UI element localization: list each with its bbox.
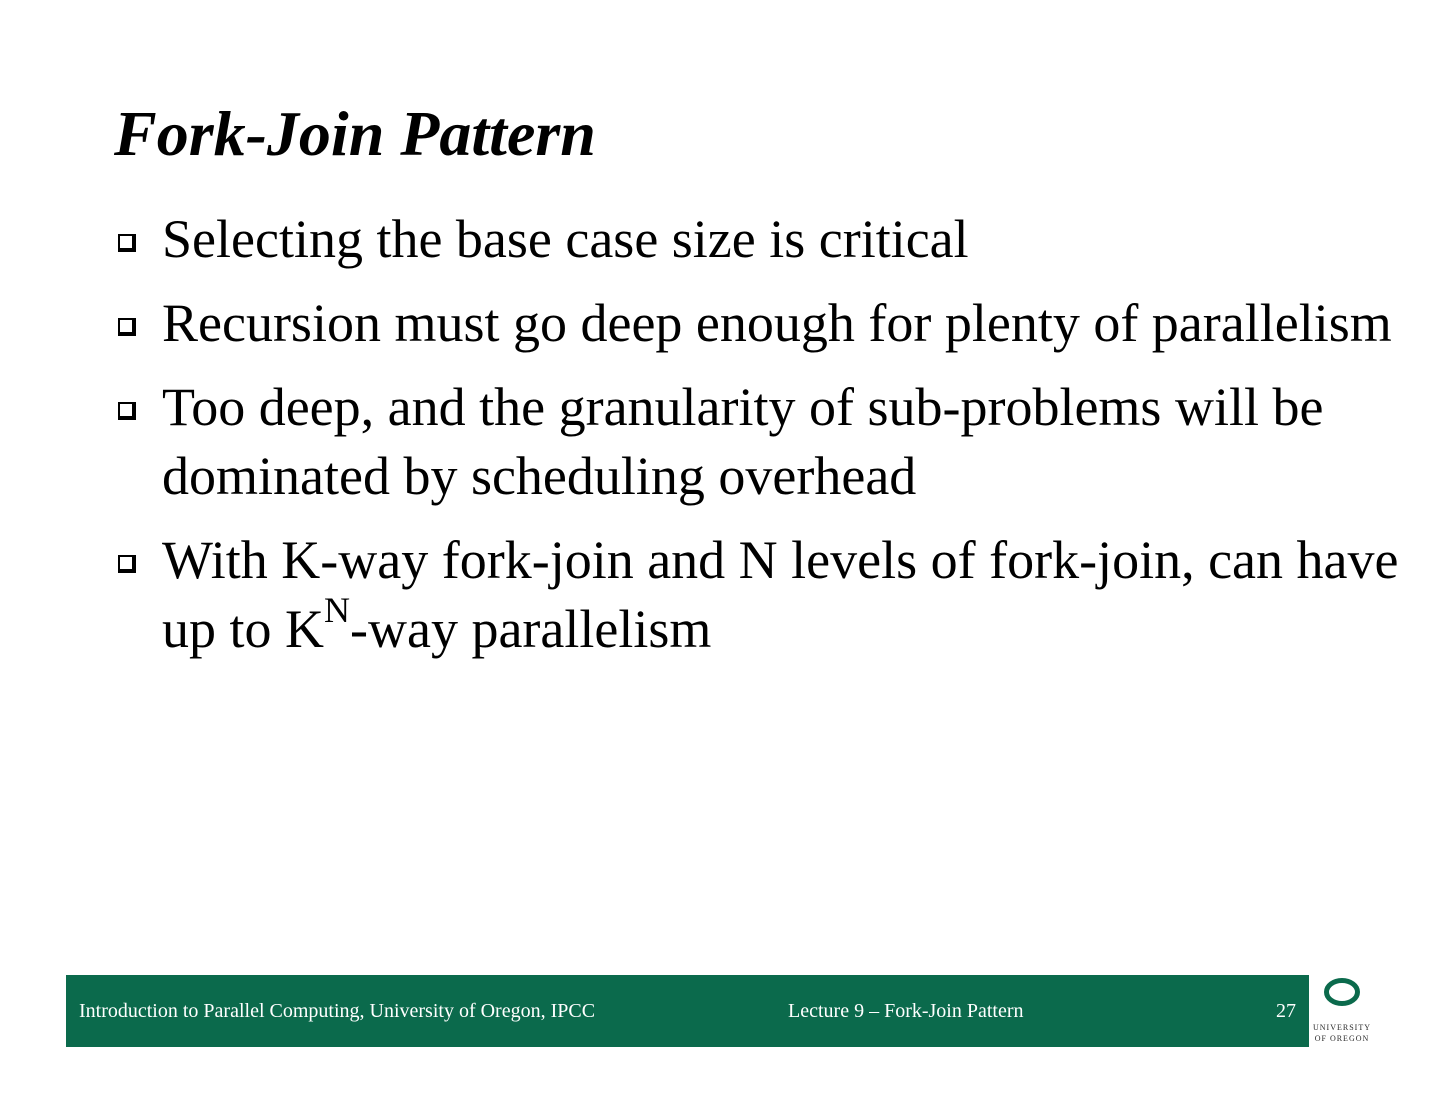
- bullet-text-before: With K-way fork-join and N levels of fork-join, can have up to K: [162, 530, 1399, 659]
- bullet-text-after: -way parallelism: [350, 599, 712, 659]
- logo-text-of-oregon: OF OREGON: [1314, 1034, 1370, 1043]
- bullet-text: Too deep, and the granularity of sub-problems will be dominated by scheduling overhead: [162, 377, 1324, 506]
- bullet-item: [114, 526, 1414, 664]
- slide-title: Fork-Join Pattern: [114, 98, 596, 169]
- slide-number: 27: [1276, 1000, 1296, 1022]
- oregon-o-icon: [1324, 978, 1360, 1006]
- square-bullet-icon: [118, 318, 136, 336]
- bullet-text: Selecting the base case size is critical: [162, 209, 969, 269]
- square-bullet-icon: [118, 555, 136, 573]
- bullet-list: [114, 205, 1414, 679]
- bullet-text: [162, 530, 1398, 659]
- footer-bar: [66, 975, 1309, 1047]
- bullet-item: [114, 373, 1414, 511]
- logo-text-university: UNIVERSITY: [1313, 1023, 1371, 1032]
- bullet-item: [114, 289, 1414, 358]
- footer-course-title: Introduction to Parallel Computing, University of Oregon, IPCC: [79, 1000, 596, 1022]
- square-bullet-icon: [118, 402, 136, 420]
- footer-lecture-title: Lecture 9 – Fork-Join Pattern: [788, 1000, 1024, 1022]
- square-bullet-icon: [118, 234, 136, 252]
- bullet-text: Recursion must go deep enough for plenty of parallelism: [162, 293, 1392, 353]
- university-of-oregon-logo: [1311, 975, 1373, 1047]
- superscript-n: N: [324, 590, 350, 630]
- bullet-item: [114, 205, 1414, 274]
